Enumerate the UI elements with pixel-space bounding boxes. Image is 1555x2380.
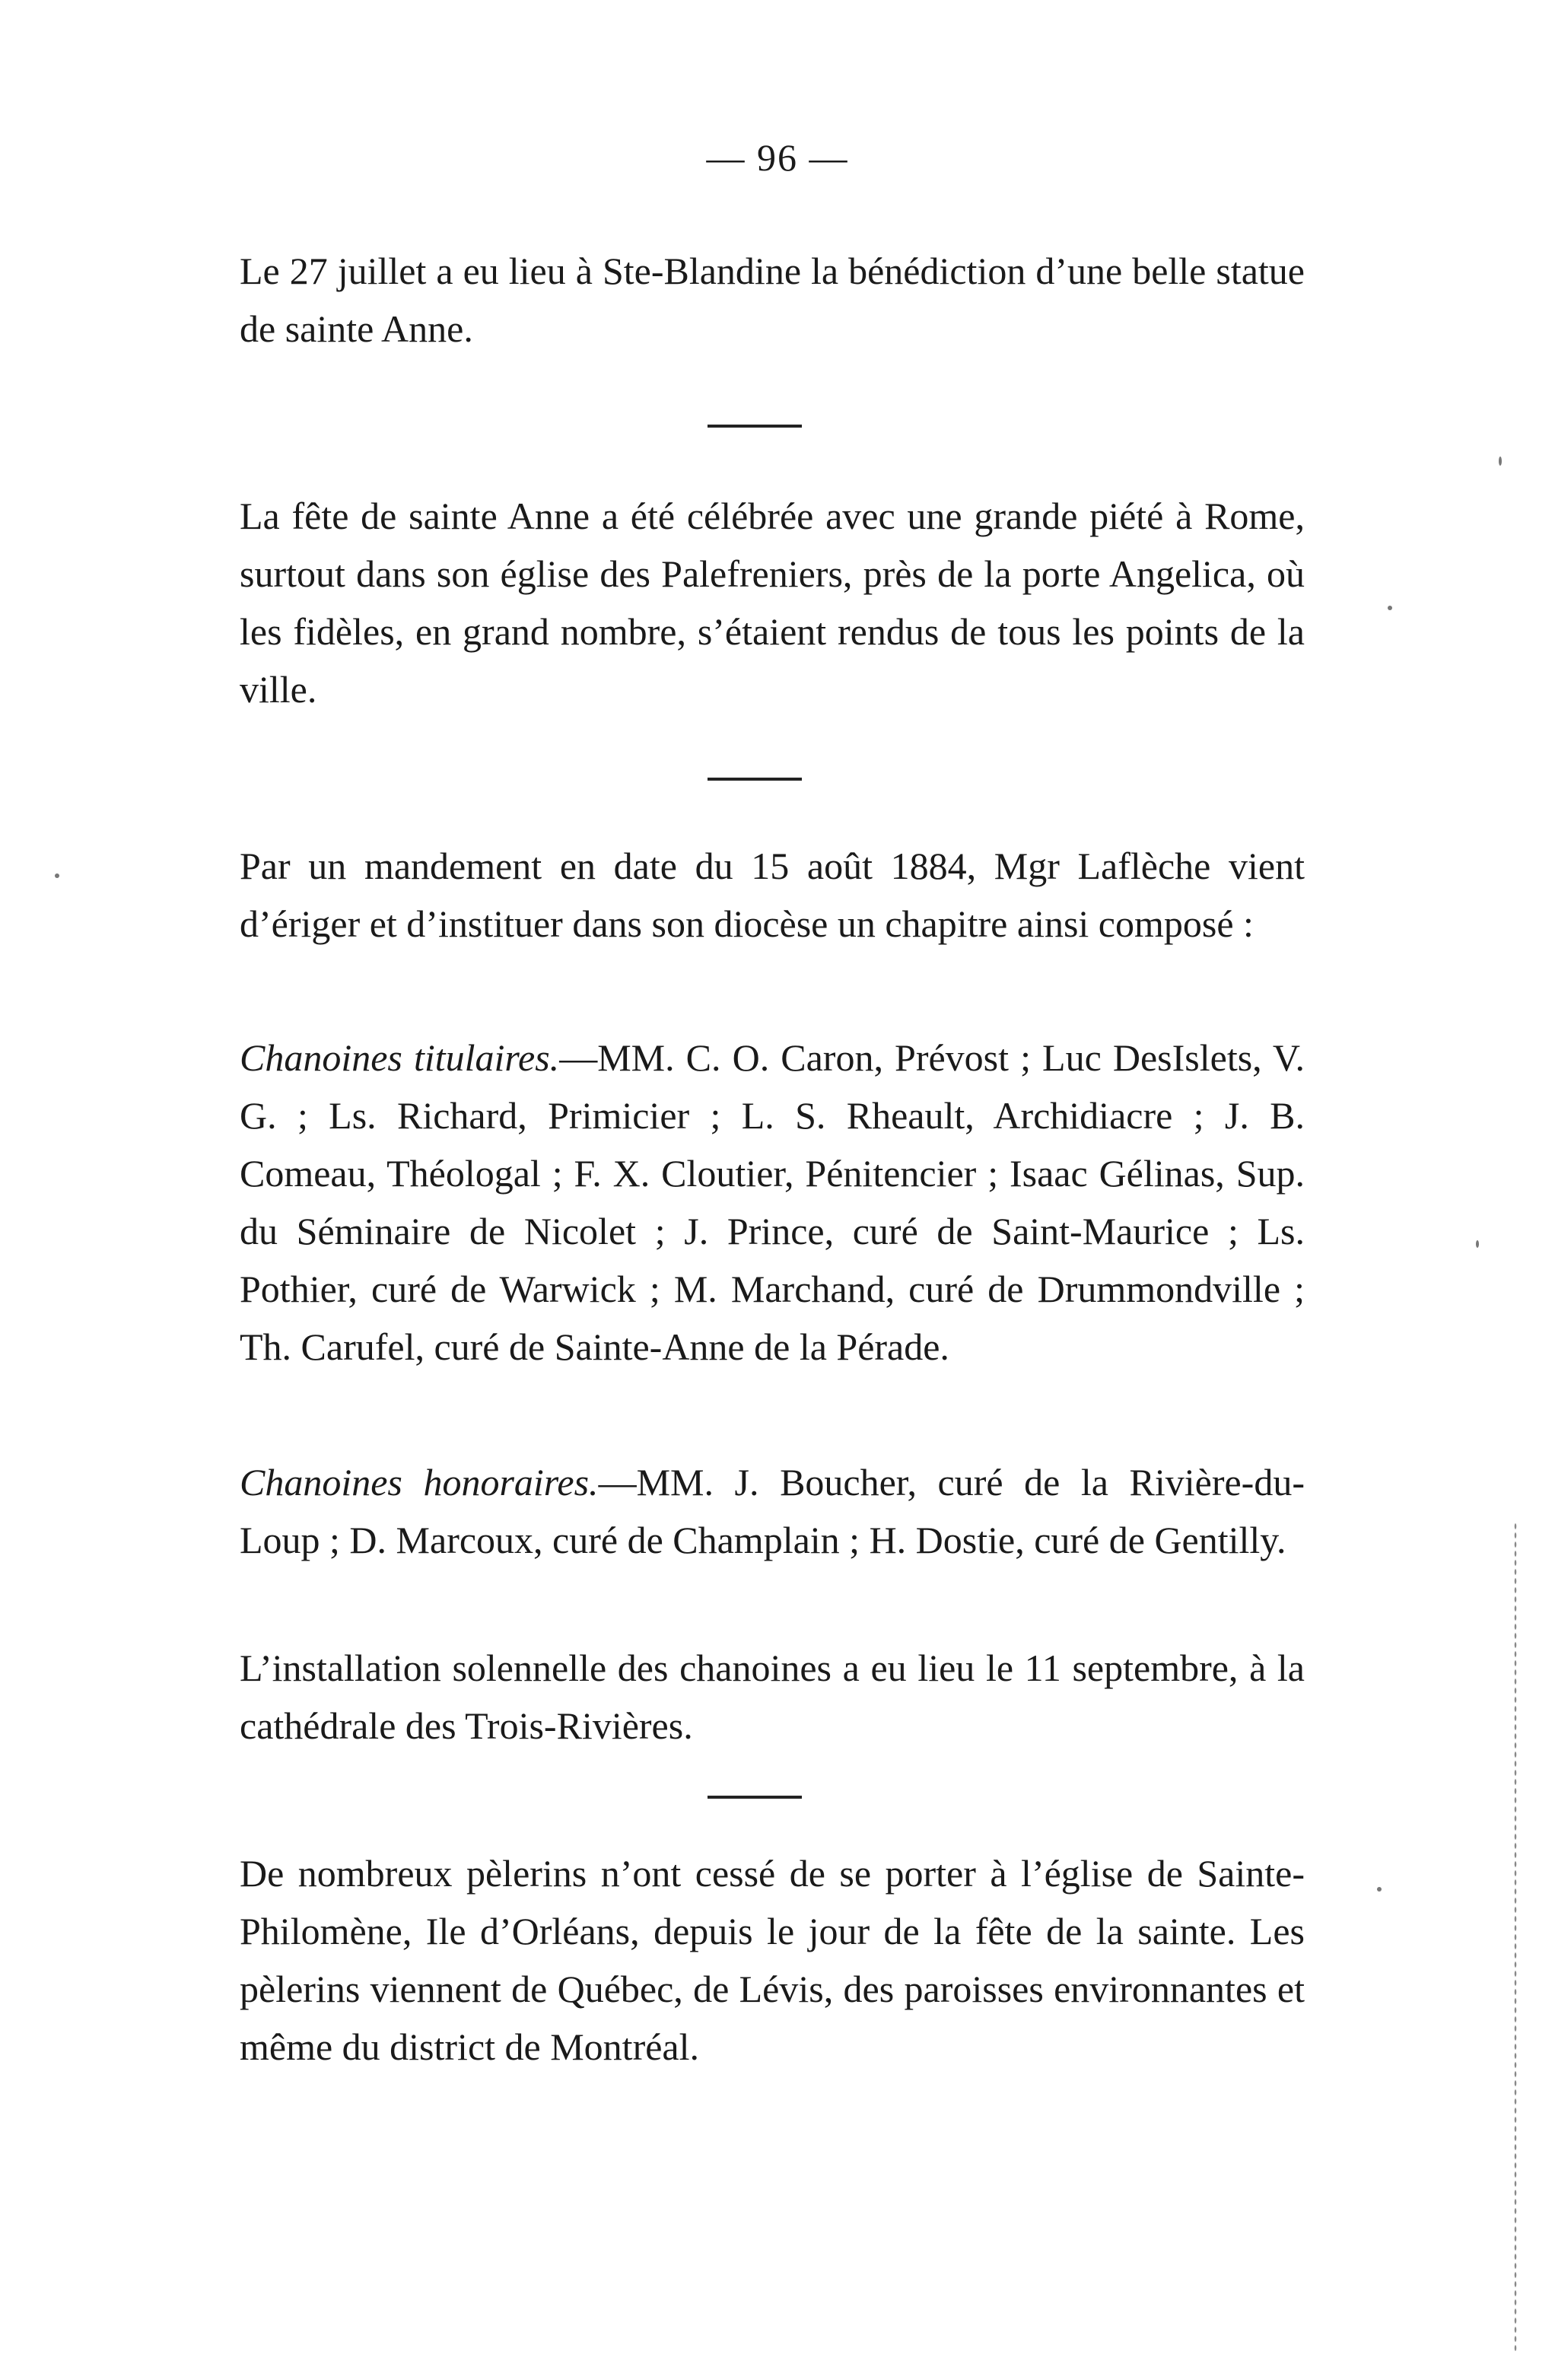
ink-speck [1388,606,1392,610]
paragraph-installation-text: L’installation solennelle des chanoines a eu lieu le 11 septembre, à la cathédrale des Trois-Rivières. [240,1647,1305,1747]
ink-speck [55,873,59,878]
paragraph-mandement-text: Par un mandement en date du 15 août 1884, Mgr Laflèche vient d’ériger et d’instituer dans son diocèse un chapitre ainsi composé : [240,845,1305,945]
page-number: — 96 — [706,136,849,179]
ink-speck [1377,1887,1382,1892]
paragraph-installation [240,1639,1305,1755]
section-divider [708,778,802,781]
paragraph-chanoines-titulaires [240,1029,1305,1376]
page-edge-noise [1514,1522,1517,2351]
chanoines-titulaires-heading: Chanoines titulaires. [240,1036,560,1079]
paragraph-pelerins-text: De nombreux pèlerins n’ont cessé de se porter à l’église de Sainte-Philomène, Ile d’Orléans, depuis le jour de la fête de la sainte. Les pèlerins viennent de Québec, de Lévis, des paroisses environnantes et même du district de Montréal. [240,1852,1305,2068]
paragraph-statue [240,242,1305,358]
paragraph-rome [240,487,1305,718]
ink-speck [1476,1240,1479,1248]
paragraph-statue-text: Le 27 juillet a eu lieu à Ste-Blandine la bénédiction d’une belle statue de sainte Anne. [240,250,1305,350]
paragraph-chanoines-honoraires [240,1453,1305,1569]
chanoines-titulaires-text: —MM. C. O. Caron, Prévost ; Luc DesIslets, V. G. ; Ls. Richard, Primicier ; L. S. Rheault, Archidiacre ; J. B. Comeau, Théologal ; F. X. Cloutier, Pénitencier ; Isaac Gélinas, Sup. du Séminaire de Nicolet ; J. Prince, curé de Saint-Maurice ; Ls. Pothier, curé de Warwick ; M. Marchand, curé de Drummondville ; Th. Carufel, curé de Sainte-Anne de la Pérade. [240,1036,1305,1368]
section-divider [708,425,802,428]
chanoines-honoraires-text: —MM. J. Boucher, curé de la Rivière-du-Loup ; D. Marcoux, curé de Champlain ; H. Dostie, curé de Gentilly. [240,1461,1305,1561]
paragraph-pelerins [240,1844,1305,2076]
chanoines-honoraires-heading: Chanoines honoraires. [240,1461,599,1503]
paragraph-rome-text: La fête de sainte Anne a été célébrée avec une grande piété à Rome, surtout dans son église des Palefreniers, près de la porte Angelica, où les fidèles, en grand nombre, s’étaient rendus de tous les points de la ville. [240,495,1305,711]
paragraph-mandement [240,837,1305,953]
ink-speck [1499,457,1502,466]
section-divider [708,1796,802,1799]
